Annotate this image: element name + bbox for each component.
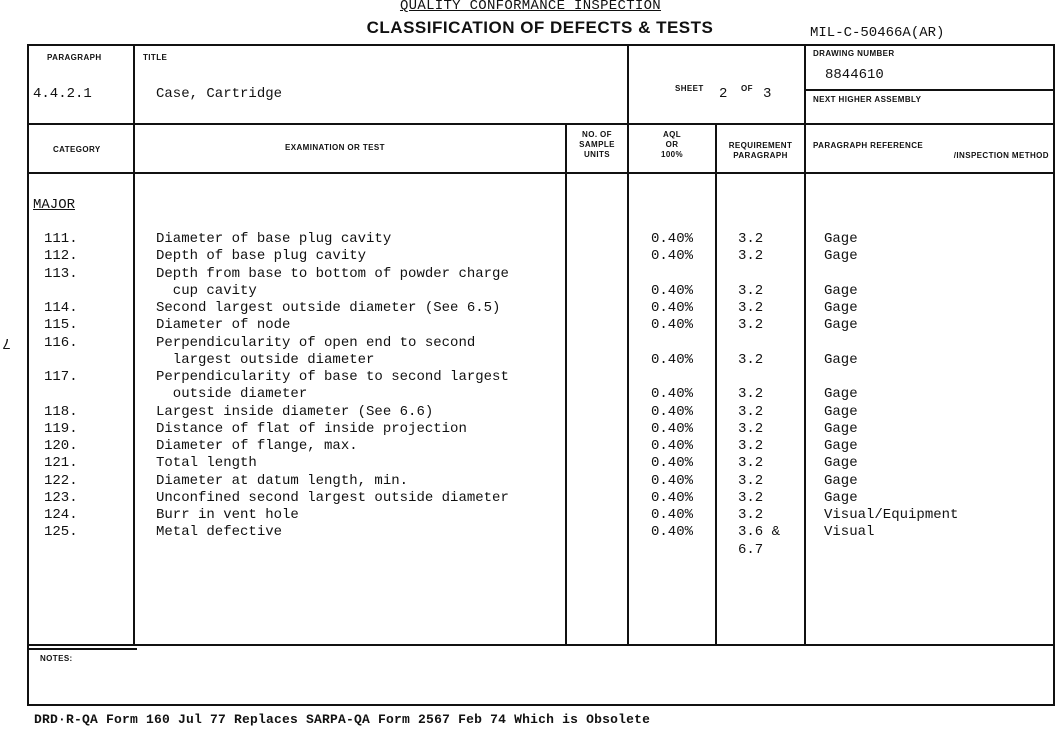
row-aql: 0.40% bbox=[651, 231, 694, 247]
sheet-number: 2 bbox=[719, 86, 728, 102]
row-test: Perpendicularity of open end to second bbox=[156, 334, 476, 351]
row-aql: 0.40% bbox=[651, 282, 694, 299]
row-test: cup cavity bbox=[156, 282, 257, 299]
row-requirement: 3.2 bbox=[738, 351, 764, 368]
row-aql: 0.40% bbox=[651, 489, 694, 506]
row-requirement: 3.2 bbox=[738, 231, 764, 247]
row-requirement: 3.2 bbox=[738, 455, 764, 472]
row-number: 114. bbox=[44, 300, 78, 316]
reference-header bbox=[813, 141, 1049, 161]
row-method: Gage bbox=[824, 300, 858, 316]
row-requirement: 3.2 bbox=[738, 420, 764, 437]
row-number: 115. bbox=[44, 317, 78, 334]
exam-header: EXAMINATION OR TEST bbox=[285, 143, 385, 152]
rule-category-bottom bbox=[27, 648, 137, 650]
req-header-line1: REQUIREMENT bbox=[728, 141, 793, 150]
row-number: 113. bbox=[44, 265, 78, 282]
col-rule-4 bbox=[715, 123, 717, 646]
row-requirement: 3.2 bbox=[738, 438, 764, 454]
drawing-number-label: DRAWING NUMBER bbox=[813, 49, 895, 58]
row-aql: 0.40% bbox=[651, 455, 694, 472]
row-number: 120. bbox=[44, 438, 78, 454]
drawing-number: 8844610 bbox=[825, 67, 884, 83]
row-number: 121. bbox=[44, 455, 78, 472]
form-footer: DRD∙R-QA Form 160 Jul 77 Replaces SARPA-QA Form 2567 Feb 74 Which is Obsolete bbox=[34, 712, 651, 727]
row-test: Depth from base to bottom of powder charge bbox=[156, 265, 509, 282]
row-method: Gage bbox=[824, 248, 858, 265]
row-test: outside diameter bbox=[156, 386, 308, 403]
col-rule-5 bbox=[804, 44, 806, 646]
row-test: Total length bbox=[156, 455, 257, 472]
row-method: Visual/Equipment bbox=[824, 507, 959, 523]
row-aql: 0.40% bbox=[651, 248, 694, 265]
sample-header-line2: SAMPLE bbox=[579, 140, 615, 149]
row-requirement: 3.2 bbox=[738, 248, 764, 265]
row-requirement: 3.2 bbox=[738, 282, 764, 299]
row-requirement: 3.2 bbox=[738, 386, 764, 403]
requirement-header bbox=[717, 141, 804, 161]
category-header: CATEGORY bbox=[53, 145, 101, 154]
sample-header-line3: UNITS bbox=[584, 150, 610, 159]
row-test: Second largest outside diameter (See 6.5) bbox=[156, 300, 501, 316]
row-method: Gage bbox=[824, 231, 858, 247]
row-method: Gage bbox=[824, 472, 858, 489]
row-test: Diameter of flange, max. bbox=[156, 438, 358, 454]
row-requirement: 3.2 bbox=[738, 472, 764, 489]
row-number: 118. bbox=[44, 403, 78, 420]
row-requirement: 3.2 bbox=[738, 403, 764, 420]
row-method: Gage bbox=[824, 317, 858, 334]
row-aql: 0.40% bbox=[651, 300, 694, 316]
aql-header-line1: AQL bbox=[662, 130, 682, 139]
row-test: Perpendicularity of base to second largest bbox=[156, 369, 509, 385]
form-subheading: CLASSIFICATION OF DEFECTS & TESTS bbox=[366, 18, 714, 37]
row-number: 117. bbox=[44, 369, 78, 385]
col-rule-1 bbox=[133, 44, 135, 646]
ref-header-line2: /INSPECTION METHOD bbox=[953, 151, 1049, 160]
page-margin-mark: 7 bbox=[2, 334, 12, 351]
row-number: 122. bbox=[44, 472, 78, 489]
row-test: Depth of base plug cavity bbox=[156, 248, 367, 265]
col-rule-2 bbox=[565, 123, 567, 646]
row-number: 112. bbox=[44, 248, 78, 265]
req-header-line2: PARAGRAPH bbox=[733, 151, 788, 160]
row-number: 111. bbox=[44, 231, 78, 247]
row-requirement: 3.6 & bbox=[738, 524, 781, 541]
row-test: Largest inside diameter (See 6.6) bbox=[156, 403, 434, 420]
row-test: Diameter at datum length, min. bbox=[156, 472, 409, 489]
paragraph-label: PARAGRAPH bbox=[47, 53, 102, 62]
ref-header-line1: PARAGRAPH REFERENCE bbox=[813, 141, 924, 150]
row-test: Burr in vent hole bbox=[156, 507, 299, 523]
row-test: largest outside diameter bbox=[156, 351, 375, 368]
row-method: Gage bbox=[824, 386, 858, 403]
row-requirement: 6.7 bbox=[738, 541, 764, 558]
row-number: 125. bbox=[44, 524, 78, 541]
sample-header-line1: NO. OF bbox=[582, 130, 612, 139]
row-aql: 0.40% bbox=[651, 317, 694, 334]
row-number: 123. bbox=[44, 489, 78, 506]
row-method: Gage bbox=[824, 455, 858, 472]
form-heading: QUALITY CONFORMANCE INSPECTION bbox=[399, 0, 662, 14]
spec-number: MIL-C-50466A(AR) bbox=[810, 25, 945, 41]
row-test: Metal defective bbox=[156, 524, 283, 541]
rule-header-bottom bbox=[27, 123, 1055, 125]
sheet-label: SHEET bbox=[675, 84, 704, 93]
rule-nha-top bbox=[804, 89, 1055, 91]
row-aql: 0.40% bbox=[651, 507, 694, 523]
row-method: Gage bbox=[824, 420, 858, 437]
row-aql: 0.40% bbox=[651, 403, 694, 420]
row-number: 124. bbox=[44, 507, 78, 523]
paragraph-number: 4.4.2.1 bbox=[33, 86, 92, 102]
aql-header bbox=[629, 130, 715, 160]
document-title: Case, Cartridge bbox=[156, 86, 283, 102]
row-requirement: 3.2 bbox=[738, 489, 764, 506]
row-test: Diameter of base plug cavity bbox=[156, 231, 392, 247]
row-number: 119. bbox=[44, 420, 78, 437]
next-higher-assembly-label: NEXT HIGHER ASSEMBLY bbox=[813, 95, 922, 104]
sample-units-header bbox=[567, 130, 627, 160]
row-test: Diameter of node bbox=[156, 317, 291, 334]
row-requirement: 3.2 bbox=[738, 300, 764, 316]
sheet-total: 3 bbox=[763, 86, 772, 102]
rule-columns-bottom bbox=[27, 172, 1055, 174]
aql-header-line2: OR bbox=[665, 140, 679, 149]
category-major: MAJOR bbox=[33, 197, 76, 213]
row-test: Distance of flat of inside projection bbox=[156, 420, 467, 437]
row-aql: 0.40% bbox=[651, 438, 694, 454]
rule-notes-top bbox=[27, 644, 1055, 646]
row-method: Gage bbox=[824, 403, 858, 420]
row-aql: 0.40% bbox=[651, 420, 694, 437]
row-requirement: 3.2 bbox=[738, 317, 764, 334]
row-method: Visual bbox=[824, 524, 875, 541]
row-test: Unconfined second largest outside diameter bbox=[156, 489, 509, 506]
row-method: Gage bbox=[824, 351, 858, 368]
row-method: Gage bbox=[824, 489, 858, 506]
row-requirement: 3.2 bbox=[738, 507, 764, 523]
row-aql: 0.40% bbox=[651, 472, 694, 489]
of-label: OF bbox=[741, 84, 753, 93]
row-aql: 0.40% bbox=[651, 524, 694, 541]
row-aql: 0.40% bbox=[651, 386, 694, 403]
row-method: Gage bbox=[824, 282, 858, 299]
aql-header-line3: 100% bbox=[660, 150, 684, 159]
row-number: 116. bbox=[44, 334, 78, 351]
title-label: TITLE bbox=[143, 53, 168, 62]
row-aql: 0.40% bbox=[651, 351, 694, 368]
notes-label: NOTES: bbox=[40, 654, 73, 663]
row-method: Gage bbox=[824, 438, 858, 454]
